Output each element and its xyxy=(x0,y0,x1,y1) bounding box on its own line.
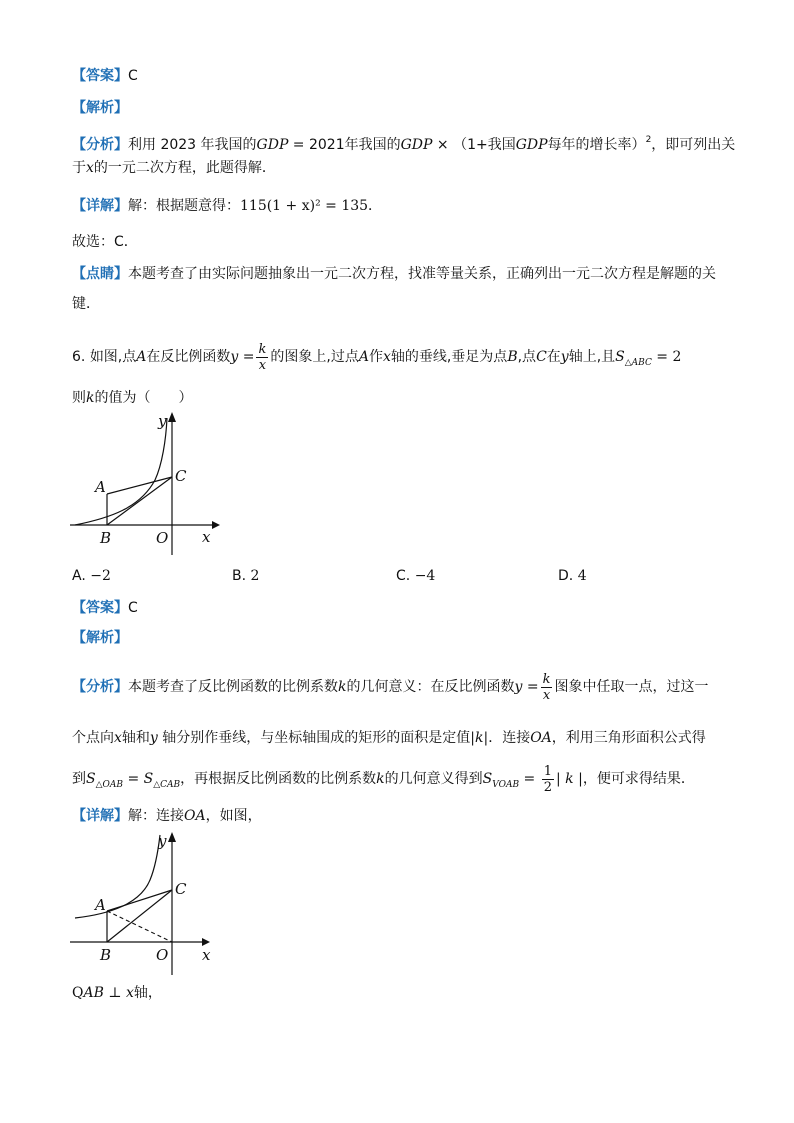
math-B: B xyxy=(507,349,518,365)
fenxi-line-2 xyxy=(72,158,276,178)
perp-symbol: ⊥ xyxy=(103,985,126,1001)
label-C: C xyxy=(175,880,187,898)
analysis-tag: 【解析】 xyxy=(72,100,128,116)
fraction-one-half xyxy=(542,764,554,795)
text: 每年的增长率） xyxy=(547,137,646,153)
text: = 2021年我国的 xyxy=(288,137,401,153)
text: 轴和 xyxy=(121,730,150,746)
answer-row-2 xyxy=(72,598,138,618)
option-value: −4 xyxy=(414,568,436,584)
option-label: D. xyxy=(558,568,574,584)
math-k: k xyxy=(86,390,95,406)
option-A[interactable] xyxy=(72,566,111,586)
math-gdp: GDP xyxy=(515,137,548,153)
text: 的值为（ ） xyxy=(94,390,193,406)
label-A: A xyxy=(95,896,106,914)
label-O: O xyxy=(156,529,169,547)
x-axis-arrow xyxy=(202,938,210,946)
fraction-k-over-x xyxy=(541,672,553,703)
text: 作 xyxy=(368,349,383,365)
text: ，如图， xyxy=(205,808,262,824)
denominator: 2 xyxy=(543,779,553,795)
hyperbola-curve xyxy=(75,418,167,525)
math-y-eq: y = xyxy=(514,679,539,695)
text: ． xyxy=(368,198,383,214)
y-axis-arrow xyxy=(168,412,176,422)
denominator: x xyxy=(258,357,267,373)
superscript: 2 xyxy=(645,135,652,145)
label-x: x xyxy=(202,946,211,964)
math-S: S xyxy=(482,771,493,787)
text: 在 xyxy=(546,349,561,365)
label-y: y xyxy=(158,832,167,850)
question-number: 6. xyxy=(72,349,86,365)
xiangjie-line-1 xyxy=(72,196,382,216)
choose-line-1 xyxy=(72,232,138,252)
denominator: x xyxy=(542,687,551,703)
xiangjie2-line-1 xyxy=(72,806,262,826)
x-axis-arrow xyxy=(212,521,220,529)
segment-AC xyxy=(107,890,172,911)
option-value: 2 xyxy=(250,568,260,584)
question-6-stem xyxy=(72,340,681,380)
dianjing-line-2 xyxy=(72,294,100,314)
subscript: △OAB xyxy=(95,780,124,790)
math-x: x xyxy=(114,730,122,746)
math-C: C xyxy=(536,349,547,365)
text: ，利用三角形面积公式得 xyxy=(551,730,706,746)
math-S: S xyxy=(143,771,154,787)
equals: = xyxy=(123,771,144,787)
analysis-row-1 xyxy=(72,98,128,118)
math-y: y xyxy=(560,349,569,365)
text: 个点向 xyxy=(72,730,114,746)
option-C[interactable] xyxy=(396,566,435,586)
option-value: −2 xyxy=(90,568,111,584)
math-x: x xyxy=(382,349,391,365)
text: ，即可列出关 xyxy=(651,137,736,153)
math-OA: OA xyxy=(184,808,206,824)
text: ，便可求得结果． xyxy=(582,771,695,787)
text: 的一元二次方程，此题得解． xyxy=(93,160,276,176)
answer-tag: 【答案】 xyxy=(72,68,128,84)
text: ,点 xyxy=(517,349,537,365)
answer-value: C xyxy=(128,68,138,84)
option-label: A. xyxy=(72,568,86,584)
segment-AC xyxy=(107,477,172,494)
fenxi2-line-3 xyxy=(72,762,695,802)
text: 轴， xyxy=(133,985,162,1001)
math-abs-k: | k | xyxy=(556,771,583,787)
text: 轴上,且 xyxy=(568,349,616,365)
math-A: A xyxy=(136,349,147,365)
y-axis-arrow xyxy=(168,832,176,842)
numerator: k xyxy=(258,341,267,357)
fraction-k-over-x xyxy=(256,342,268,373)
text: 的几何意义得到 xyxy=(384,771,483,787)
fenxi-line-1 xyxy=(72,130,735,155)
equals: = xyxy=(519,771,540,787)
symbol-q: Q xyxy=(72,985,84,1001)
fenxi2-line-1 xyxy=(72,670,708,704)
text: 解：连接 xyxy=(128,808,184,824)
text: 到 xyxy=(72,771,86,787)
text: 本题考查了由实际问题抽象出一元二次方程，找准等量关系，正确列出一元二次方程是解题的关 xyxy=(128,266,716,282)
dianjing-line-1 xyxy=(72,264,716,284)
math-abs-k: |k| xyxy=(470,730,489,746)
numerator: k xyxy=(542,671,551,687)
question-6-figure xyxy=(70,410,220,560)
numerator: 1 xyxy=(543,763,553,779)
text: 本题考查了反比例函数的比例系数 xyxy=(128,679,338,695)
math-OA: OA xyxy=(530,730,552,746)
text: 键． xyxy=(72,296,100,312)
answer-row-1 xyxy=(72,66,138,86)
analysis-tag: 【解析】 xyxy=(72,630,128,646)
text: 的图象上,过点 xyxy=(270,349,359,365)
math-S: S xyxy=(615,349,625,365)
dianjing-tag: 【点睛】 xyxy=(72,266,128,282)
label-A: A xyxy=(95,478,106,496)
fenxi-tag: 【分析】 xyxy=(72,137,128,153)
math-gdp: GDP xyxy=(256,137,289,153)
answer-tag: 【答案】 xyxy=(72,600,128,616)
fenxi-tag: 【分析】 xyxy=(72,679,128,695)
math-gdp: GDP xyxy=(400,137,433,153)
label-C: C xyxy=(175,467,187,485)
hyperbola-curve xyxy=(75,835,160,918)
text: × （1+我国 xyxy=(432,137,516,153)
math-x: x xyxy=(86,160,94,176)
label-y: y xyxy=(158,412,167,430)
text: 轴分别作垂线，与坐标轴围成的矩形的面积是定值 xyxy=(157,730,471,746)
math-S: S xyxy=(86,771,96,787)
subscript: △ABC xyxy=(624,358,652,368)
option-label: B. xyxy=(232,568,247,584)
option-B[interactable] xyxy=(232,566,259,586)
text: 图象中任取一点，过这一 xyxy=(554,679,709,695)
math-value: = 2 xyxy=(651,349,682,365)
choose-text: 故选：C． xyxy=(72,234,138,250)
math-A: A xyxy=(358,349,369,365)
option-D[interactable] xyxy=(558,566,587,586)
question-6-line-2 xyxy=(72,388,192,408)
math-k: k xyxy=(338,679,347,695)
text: 轴的垂线,垂足为点 xyxy=(390,349,508,365)
label-B: B xyxy=(100,946,112,964)
label-x: x xyxy=(202,528,211,546)
xiangjie-tag: 【详解】 xyxy=(72,198,128,214)
text: 如图,点 xyxy=(89,349,137,365)
label-O: O xyxy=(156,946,169,964)
segment-BC xyxy=(107,477,172,525)
text: 则 xyxy=(72,390,86,406)
math-y: y xyxy=(149,730,158,746)
option-value: 4 xyxy=(577,568,587,584)
text: ，再根据反比例函数的比例系数 xyxy=(180,771,377,787)
fenxi2-line-2 xyxy=(72,728,706,748)
answer-value: C xyxy=(128,600,138,616)
analysis-row-2 xyxy=(72,628,128,648)
last-line xyxy=(72,983,162,1003)
math-AB: AB xyxy=(83,985,104,1001)
math-x: x xyxy=(125,985,134,1001)
xiangjie-tag: 【详解】 xyxy=(72,808,128,824)
text: ．连接 xyxy=(488,730,531,746)
text: 的几何意义：在反比例函数 xyxy=(346,679,515,695)
subscript: VOAB xyxy=(492,780,520,790)
subscript: △CAB xyxy=(153,780,181,790)
label-B: B xyxy=(100,529,112,547)
option-label: C. xyxy=(396,568,411,584)
text: 解：根据题意得： xyxy=(128,198,240,214)
math-k: k xyxy=(376,771,385,787)
text: 在反比例函数 xyxy=(146,349,231,365)
solution-figure xyxy=(70,830,220,980)
text: 于 xyxy=(72,160,86,176)
text: 利用 2023 年我国的 xyxy=(128,137,257,153)
equation: 115(1 + x)² = 135 xyxy=(240,198,369,214)
math-y-eq: y = xyxy=(230,349,255,365)
